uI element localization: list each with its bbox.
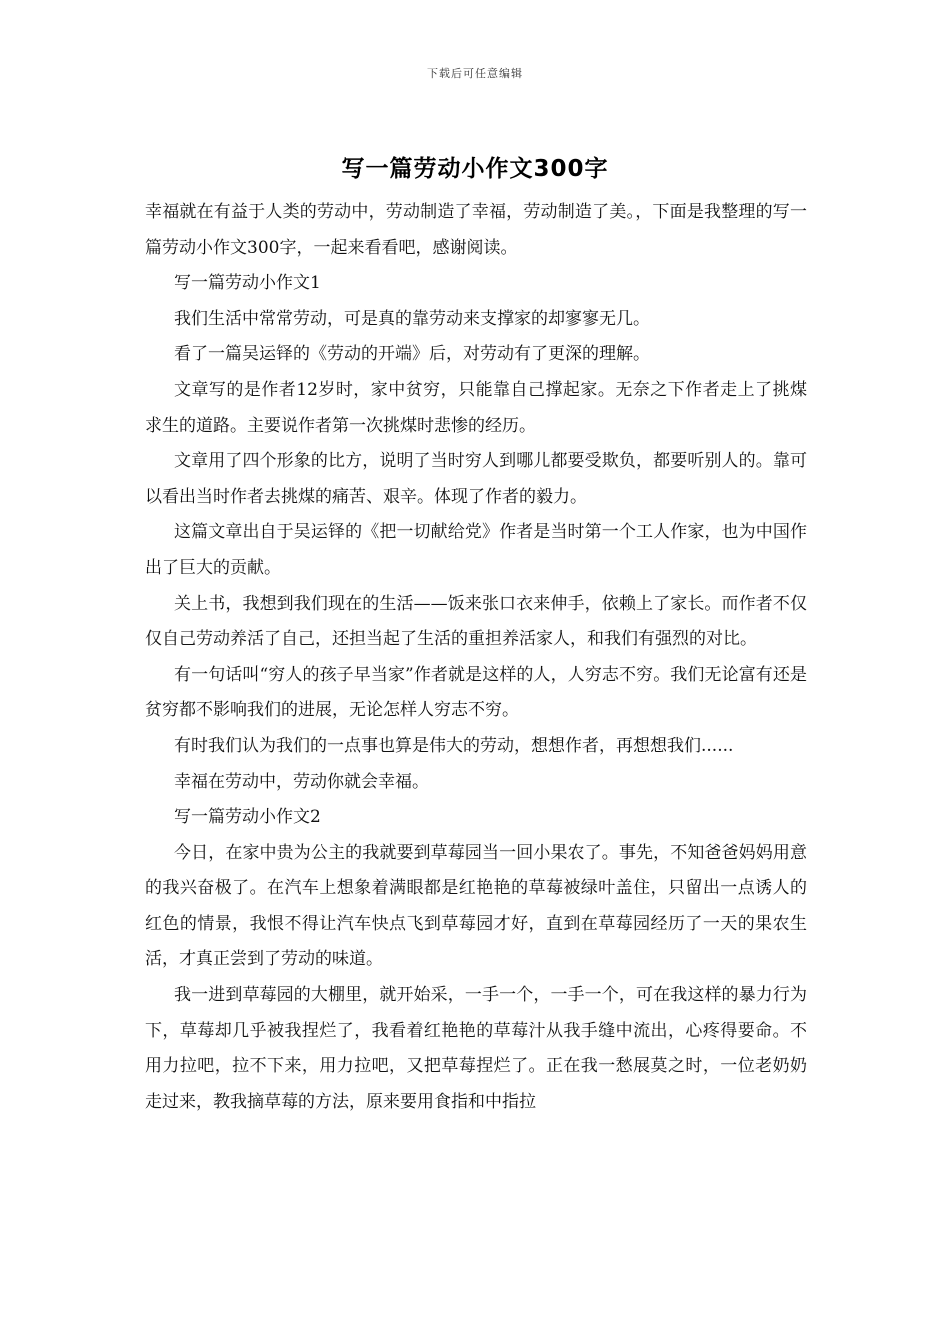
paragraph: 今日，在家中贵为公主的我就要到草莓园当一回小果农了。事先，不知爸爸妈妈用意的我兴奋极了。在汽车上想象着满眼都是红艳艳的草莓被绿叶盖住，只留出一点诱人的红色的情景，我恨不得让汽车快点飞到草莓园才好，直到在草莓园经历了一天的果农生活，才真正尝到了劳动的味道。 <box>145 842 807 970</box>
header-note: 下载后可任意编辑 <box>427 67 523 80</box>
paragraph: 幸福就在有益于人类的劳动中，劳动制造了幸福，劳动制造了美。，下面是我整理的写一篇劳动小作文300字，一起来看看吧，感谢阅读。 <box>145 202 807 258</box>
paragraph: 这篇文章出自于吴运铎的《把一切献给党》作者是当时第一个工人作家，也为中国作出了巨大的贡献。 <box>145 522 807 578</box>
paragraph: 文章用了四个形象的比方，说明了当时穷人到哪儿都要受欺负，都要听别人的。靠可以看出当时作者去挑煤的痛苦、艰辛。体现了作者的毅力。 <box>145 451 807 507</box>
section-heading: 写一篇劳动小作文1 <box>174 273 321 294</box>
paragraph: 我们生活中常常劳动，可是真的靠劳动来支撑家的却寥寥无几。 <box>174 308 650 329</box>
paragraph: 幸福在劳动中，劳动你就会幸福。 <box>174 771 429 792</box>
paragraph: 关上书，我想到我们现在的生活——饭来张口衣来伸手，依赖上了家长。而作者不仅仅自己劳动养活了自己，还担当起了生活的重担养活家人，和我们有强烈的对比。 <box>145 593 807 650</box>
document-body <box>145 195 807 1120</box>
paragraph: 我一进到草莓园的大棚里，就开始采，一手一个，一手一个，可在我这样的暴力行为下，草莓却几乎被我捏烂了，我看着红艳艳的草莓汁从我手缝中流出，心疼得要命。不用力拉吧，拉不下来，用力拉吧，又把草莓捏烂了。正在我一愁展莫之时，一位老奶奶走过来，教我摘草莓的方法，原来要用食指和中指拉 <box>145 985 807 1112</box>
document-title: 写一篇劳动小作文300字 <box>341 156 609 182</box>
paragraph: 有一句话叫“穷人的孩子早当家”作者就是这样的人，人穷志不穷。我们无论富有还是贫穷都不影响我们的进展，无论怎样人穷志不穷。 <box>145 664 807 721</box>
section-heading: 写一篇劳动小作文2 <box>174 807 321 828</box>
paragraph: 有时我们认为我们的一点事也算是伟大的劳动，想想作者，再想想我们...... <box>174 735 734 756</box>
paragraph: 文章写的是作者12岁时，家中贫穷，只能靠自己撑起家。无奈之下作者走上了挑煤求生的道路。主要说作者第一次挑煤时悲惨的经历。 <box>145 379 807 436</box>
paragraph: 看了一篇吴运铎的《劳动的开端》后，对劳动有了更深的理解。 <box>174 344 650 365</box>
